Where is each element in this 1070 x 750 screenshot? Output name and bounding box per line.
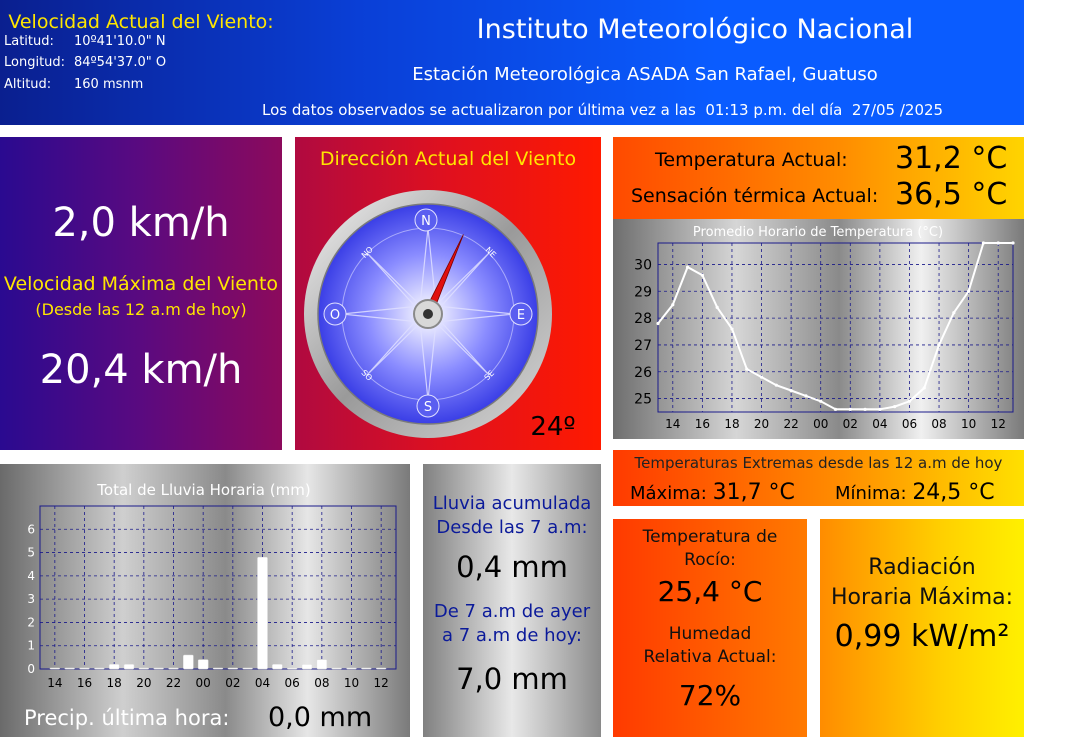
radiation-value: 0,99 kW/m² [834, 619, 1010, 654]
rain-y-tick-label: 2 [27, 615, 35, 630]
temperature-point [997, 241, 1000, 244]
compass-n: N [421, 214, 431, 229]
temperature-point [656, 322, 659, 325]
rain-chart-plot-area [40, 506, 396, 669]
temperature-x-tick-label: 06 [901, 417, 918, 431]
temperature-point [834, 408, 837, 411]
dew-point-label: Temperatura de Rocío: [642, 527, 778, 570]
last-hour-label: Precip. última hora: [24, 706, 230, 730]
rain-bar [213, 668, 223, 669]
temperature-x-tick-label: 04 [872, 417, 888, 431]
temperature-y-tick-label: 25 [634, 391, 652, 408]
temperature-x-tick-label: 12 [990, 417, 1006, 431]
temperature-y-tick-label: 26 [634, 364, 652, 381]
accumulated-value-2: 7,0 mm [456, 662, 568, 696]
compass-so: SO [359, 368, 374, 383]
altitude-value: 160 msnm [74, 77, 144, 92]
temperature-point [819, 400, 822, 403]
temperature-y-tick-label: 30 [634, 257, 652, 274]
rain-bar [169, 668, 179, 669]
rain-x-tick-label: 10 [343, 676, 360, 690]
accumulated-rain-panel [423, 464, 601, 737]
temperature-point [716, 306, 719, 309]
rain-bar [361, 668, 371, 669]
rain-bar [302, 664, 312, 669]
temperature-point [849, 408, 852, 411]
dew-point-value: 25,4 °C [657, 575, 763, 608]
longitude-value: 84º54'37.0" O [74, 55, 167, 70]
temperature-y-tick-label: 28 [634, 311, 652, 328]
compass-no: NO [359, 244, 375, 260]
rain-x-tick-label: 06 [284, 676, 300, 690]
temperature-x-tick-label: 08 [931, 417, 947, 431]
temperature-chart-plot-area [658, 243, 1013, 412]
rain-y-tick-label: 5 [27, 545, 35, 560]
temperature-point [775, 384, 778, 387]
temp-current-value: 31,2 °C [895, 141, 1008, 176]
rain-bar [80, 668, 90, 669]
extremes-min [835, 480, 995, 505]
temperature-x-tick-label: 00 [813, 417, 829, 431]
radiation-panel [820, 519, 1024, 737]
rain-x-tick-label: 18 [106, 676, 122, 690]
temperature-point [937, 343, 940, 346]
temperature-point [701, 274, 704, 277]
altitude [4, 77, 143, 92]
temperature-y-tick-label: 27 [634, 337, 652, 354]
rain-bar [332, 668, 342, 669]
compass [295, 137, 601, 450]
extremes-min-label: Mínima: [835, 483, 907, 504]
temperature-point [893, 405, 896, 408]
compass-se: SE [482, 368, 497, 383]
temperature-x-tick-label: 14 [665, 417, 681, 431]
extremes-max-label: Máxima: [630, 483, 707, 504]
compass-ne: NE [483, 245, 498, 260]
temperature-x-tick-label: 20 [753, 417, 770, 431]
rain-bar [109, 664, 119, 669]
rain-bar [124, 664, 134, 669]
rain-x-tick-label: 04 [254, 676, 271, 690]
rain-y-tick-label: 0 [27, 662, 35, 676]
temperature-chart-title: Promedio Horario de Temperatura (°C) [692, 225, 944, 240]
rain-x-tick-label: 00 [195, 676, 211, 690]
extremes-panel [613, 450, 1024, 506]
temperature-series-line [658, 243, 1013, 409]
extremes-min-value: 24,5 °C [912, 480, 995, 505]
temperature-chart [613, 219, 1024, 439]
rain-bar [183, 655, 193, 669]
temperature-point [686, 266, 689, 269]
update-timestamp: Los datos observados se actualizaron por última vez a las 01:13 p.m. del día 27/05 /2025 [262, 101, 944, 119]
rain-bar [272, 664, 282, 669]
temperature-x-tick-label: 22 [783, 417, 799, 431]
rain-bar [154, 668, 164, 669]
extremes-title: Temperaturas Extremas desde las 12 a.m de hoy [634, 454, 1003, 472]
temp-current-label: Temperatura Actual: [655, 149, 848, 171]
temperature-point [730, 327, 733, 330]
temperature-x-tick-label: 02 [842, 417, 858, 431]
temperature-point [952, 311, 955, 314]
wind-max-value: 20,4 km/h [39, 347, 243, 393]
latitude-label: Latitud: [4, 34, 54, 49]
wind-current-label: Velocidad Actual del Viento: [8, 11, 274, 33]
rain-bar [243, 668, 253, 669]
last-hour-value: 0,0 mm [268, 702, 373, 733]
temperature-point [908, 400, 911, 403]
temperature-point [760, 376, 763, 379]
rain-x-tick-label: 22 [165, 676, 182, 690]
rain-x-tick-label: 14 [47, 676, 63, 690]
wind-direction-degrees: 24º [530, 412, 576, 442]
temperature-point [863, 408, 866, 411]
feels-like-label: Sensación térmica Actual: [631, 185, 879, 207]
rain-bar [287, 668, 297, 669]
rain-x-tick-label: 12 [373, 676, 389, 690]
rain-bar [198, 660, 208, 669]
rain-y-tick-label: 1 [27, 638, 35, 653]
latitude-value: 10º41'10.0" N [74, 34, 166, 49]
wind-direction-label: Dirección Actual del Viento [319, 148, 577, 170]
rain-x-tick-label: 20 [136, 676, 152, 690]
rain-y-tick-label: 3 [27, 592, 35, 607]
rain-bar [317, 660, 327, 669]
accumulated-label-1: Lluvia acumulada Desde las 7 a.m: [432, 493, 592, 538]
longitude-label: Longitud: [4, 55, 66, 70]
radiation-label: Radiación Horaria Máxima: [830, 555, 1014, 610]
compass-e: E [516, 308, 526, 323]
compass-s: S [423, 400, 433, 415]
rain-x-tick-label: 02 [225, 676, 241, 690]
rain-bar [139, 668, 149, 669]
rain-bar [258, 557, 268, 669]
extremes-max [630, 480, 795, 505]
temperature-point [671, 303, 674, 306]
temperature-y-tick-label: 29 [634, 284, 652, 301]
rain-y-tick-label: 4 [27, 568, 35, 583]
temperature-point [790, 389, 793, 392]
wind-current-value: 2,0 km/h [52, 200, 230, 246]
temperature-point [923, 386, 926, 389]
rain-chart [0, 464, 410, 689]
station-name: Estación Meteorológica ASADA San Rafael, Guatuso [412, 64, 878, 85]
temperature-x-tick-label: 18 [724, 417, 740, 431]
dew-point-panel [613, 519, 807, 737]
temperature-point [1011, 241, 1014, 244]
temperature-x-tick-label: 16 [694, 417, 711, 431]
rain-y-tick-label: 6 [27, 522, 35, 537]
rain-bar [228, 668, 238, 669]
temperature-point [878, 408, 881, 411]
rain-chart-title: Total de Lluvia Horaria (mm) [97, 481, 311, 499]
feels-like-value: 36,5 °C [895, 177, 1008, 212]
rain-bar [50, 668, 60, 669]
longitude [4, 55, 166, 70]
temperature-x-tick-label: 10 [960, 417, 977, 431]
compass-o: O [329, 308, 341, 323]
temperature-point [982, 241, 985, 244]
temperature-point [804, 394, 807, 397]
latitude [4, 34, 166, 49]
accumulated-label-2: De 7 a.m de ayer a 7 a.m de hoy: [433, 601, 591, 646]
wind-max-label: Velocidad Máxima del Viento [3, 273, 279, 295]
rain-bar [376, 668, 386, 669]
rain-bar [94, 668, 104, 669]
accumulated-value-1: 0,4 mm [456, 550, 568, 584]
temperature-point [745, 367, 748, 370]
temperature-chart-svg [613, 219, 1024, 439]
page-title: Instituto Meteorológico Nacional [476, 14, 914, 45]
rain-panel [0, 464, 410, 737]
altitude-label: Altitud: [4, 77, 52, 92]
wind-direction-panel [295, 137, 601, 450]
humidity-value: 72% [678, 679, 742, 712]
rain-x-tick-label: 16 [76, 676, 93, 690]
temperature-point [967, 290, 970, 293]
rain-x-tick-label: 08 [314, 676, 330, 690]
wind-max-sublabel: (Desde las 12 a.m de hoy) [35, 300, 247, 319]
rain-bar [65, 668, 75, 669]
extremes-max-value: 31,7 °C [712, 480, 795, 505]
rain-bar [347, 668, 357, 669]
temperature-panel [613, 137, 1024, 439]
humidity-label: Humedad Relativa Actual: [643, 624, 777, 667]
